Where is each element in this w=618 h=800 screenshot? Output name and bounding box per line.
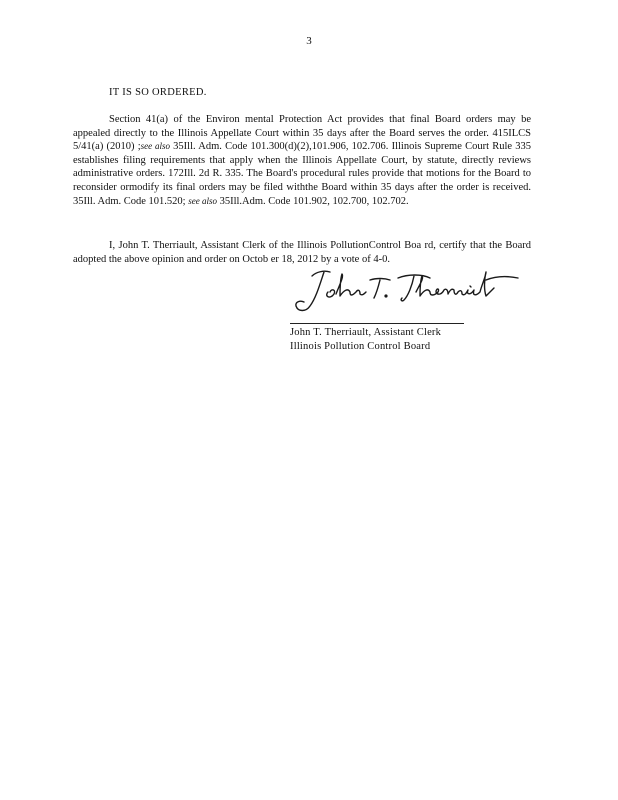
signature-line — [290, 323, 464, 324]
appeal-text-part2: 35Ill. Adm. Code 101.300(d)(2),101.906, 102.706. Illinois Supreme Court Rule 335 establishes filing requirements that apply when the Illinois Appellate Court, by statute, directly reviews administrative orders. 172Ill. 2d R. 335. The Board's procedural rules provide that motions for the Board to reconsider ormodify its final orders may be filed withthe Board within 35 days after the order is received. 35Ill. Adm. Code 101.520; — [73, 141, 531, 207]
certification-paragraph: I, John T. Therriault, Assistant Clerk of the Illinois PollutionControl Boa rd, certify that the Board adopted the above opinion and order on Octob er 18, 2012 by a vote of 4-0. — [73, 240, 531, 265]
signer-name: John T. Therriault, Assistant Clerk — [290, 327, 442, 338]
order-heading: IT IS SO ORDERED. — [109, 87, 207, 98]
handwritten-signature — [290, 262, 530, 318]
appeal-text-part1: Section 41(a) of the Environ mental Protection Act provides that final Board orders may be appealed directly to the Illinois Appellate Court within 35 days after the Board serves the order. 415ILCS 5/41(a) (2010) ; — [73, 114, 531, 153]
page-number: 3 — [306, 35, 312, 47]
appeal-text-part3: 35Ill.Adm. Code 101.902, 102.700, 102.702. — [216, 195, 409, 207]
appeal-see-also-2: see also — [188, 195, 217, 206]
appeal-see-also-1: see also — [140, 141, 170, 152]
signer-organization: Illinois Pollution Control Board — [290, 341, 431, 352]
appeal-rights-paragraph — [73, 113, 531, 208]
